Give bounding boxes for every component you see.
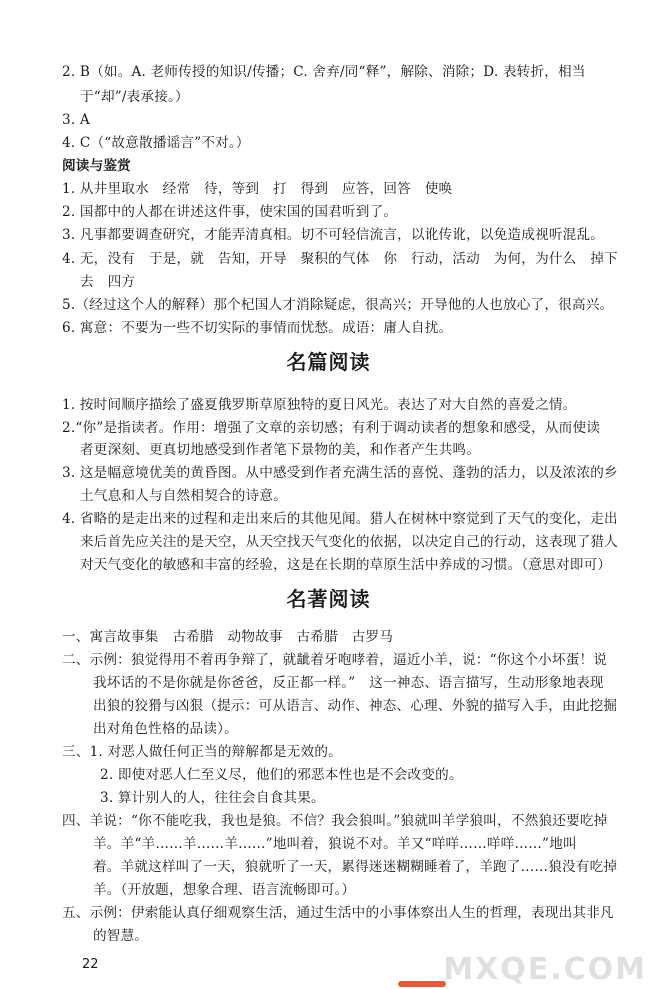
answer-line: 三、1. 对恶人做任何正当的辩解都是无效的。 [62, 744, 342, 760]
section-heading-famous-books: 名著阅读 [286, 587, 371, 611]
answer-line: 来后首先应关注的是天空，从天空找天气变化的依据，以决定自己的行动，这表现了猎人 [80, 534, 618, 550]
answer-line: 4. 省略的是走出来的过程和走出来后的其他见闻。猎人在树林中察觉到了天气的变化，走出 [62, 511, 618, 527]
answer-line: 3. 这是幅意境优美的黄昏图。从中感受到作者充满生活的喜悦、蓬勃的活力，以及浓浓的乡 [62, 465, 618, 481]
answer-line: 羊。羊“羊……羊……羊……”地叫着，狼说不对。羊又“咩咩……咩咩……”地叫 [93, 836, 577, 852]
answer-line: 2. 国都中的人都在讲述这件事，使宋国的国君听到了。 [62, 204, 398, 220]
answer-line: 1. 从井里取水 经常 待，等到 打 得到 应答，回答 使唤 [62, 181, 453, 197]
answer-line: 1. 按时间顺序描绘了盛夏俄罗斯草原独特的夏日风光。表达了对大自然的喜爱之情。 [62, 397, 577, 413]
answer-line: 2. 即使对恶人仁至义尽，他们的邪恶本性也是不会改变的。 [100, 767, 463, 783]
answer-line: 5.（经过这个人的解释）那个杞国人才消除疑虑，很高兴；开导他的人也放心了，很高兴。 [62, 297, 614, 313]
answer-line: 四、羊说：“你不能吃我，我也是狼。不信？我会狼叫。”狼就叫羊学狼叫，不然狼还要吃掉 [62, 813, 608, 829]
section-title-reading-appreciation: 阅读与鉴赏 [62, 158, 131, 174]
answer-line: 羊。（开放题，想象合理、语言流畅即可。） [93, 882, 356, 898]
answer-line: 的智慧。 [93, 928, 149, 944]
answer-line: 2.“你”是指读者。作用：增强了文章的亲切感；有利于调动读者的想象和感受，从而使读 [62, 420, 601, 436]
answer-line: 6. 寓意：不要为一些不切实际的事情而忧愁。成语：庸人自扰。 [62, 320, 453, 336]
answer-line: 4. 无，没有 于是，就 告知，开导 聚积的气体 你 行动，活动 为何，为什么 掉下 [62, 251, 618, 267]
answer-line: 4. C（“故意散播谣言”不对。） [62, 135, 250, 151]
section-heading-famous-articles: 名篇阅读 [286, 350, 371, 374]
answer-line: 去 四方 [80, 274, 136, 290]
answer-line: 于“却”/表承接。） [80, 89, 189, 105]
page-number: 22 [82, 957, 99, 972]
answer-line: 3. 凡事都要调查研究，才能弄清真相。切不可轻信流言，以讹传讹，以免造成视听混乱。 [62, 227, 605, 243]
answer-line: 者更深刻、更真切地感受到作者笔下景物的美，和作者产生共鸣。 [80, 442, 481, 458]
answer-line: 我坏话的不是你就是你爸爸，反正都一样。” 这一神态、语言描写，生动形象地表现 [93, 675, 604, 691]
answer-line: 土气息和人与自然相契合的诗意。 [80, 488, 287, 504]
watermark: MXQE.COM [443, 952, 647, 987]
answer-line: 出对角色性格的品读）。 [93, 721, 238, 737]
answer-line: 着。羊就这样叫了一天，狼就听了一天，累得迷迷糊糊睡着了，羊跑了……狼没有吃掉 [93, 859, 618, 875]
answer-line: 3. A [62, 112, 90, 128]
decorative-bar [398, 981, 446, 987]
answer-line: 对天气变化的敏感和丰富的经验，这是在长期的草原生活中养成的习惯。（意思对即可） [80, 557, 612, 573]
answer-line: 3. 算计别人的人，往往会自食其果。 [100, 790, 325, 806]
answer-line: 二、示例：狼觉得用不着再争辩了，就龇着牙咆哮着，逼近小羊，说：“你这个小坏蛋！说 [62, 652, 608, 668]
answer-line: 五、示例：伊索能认真仔细观察生活，通过生活中的小事体察出人生的哲理，表现出其非凡 [62, 905, 614, 921]
answer-line: 出狼的狡猾与凶狠（提示：可从语言、动作、神态、心理、外貌的描写入手，由此挖掘 [93, 698, 618, 714]
answer-line: 2. B（如。A. 老师传授的知识/传播；C. 舍弃/同“释”，解除、消除；D. 表转折，相当 [62, 64, 586, 80]
answer-line: 一、寓言故事集 古希腊 动物故事 古希腊 古罗马 [62, 629, 394, 645]
